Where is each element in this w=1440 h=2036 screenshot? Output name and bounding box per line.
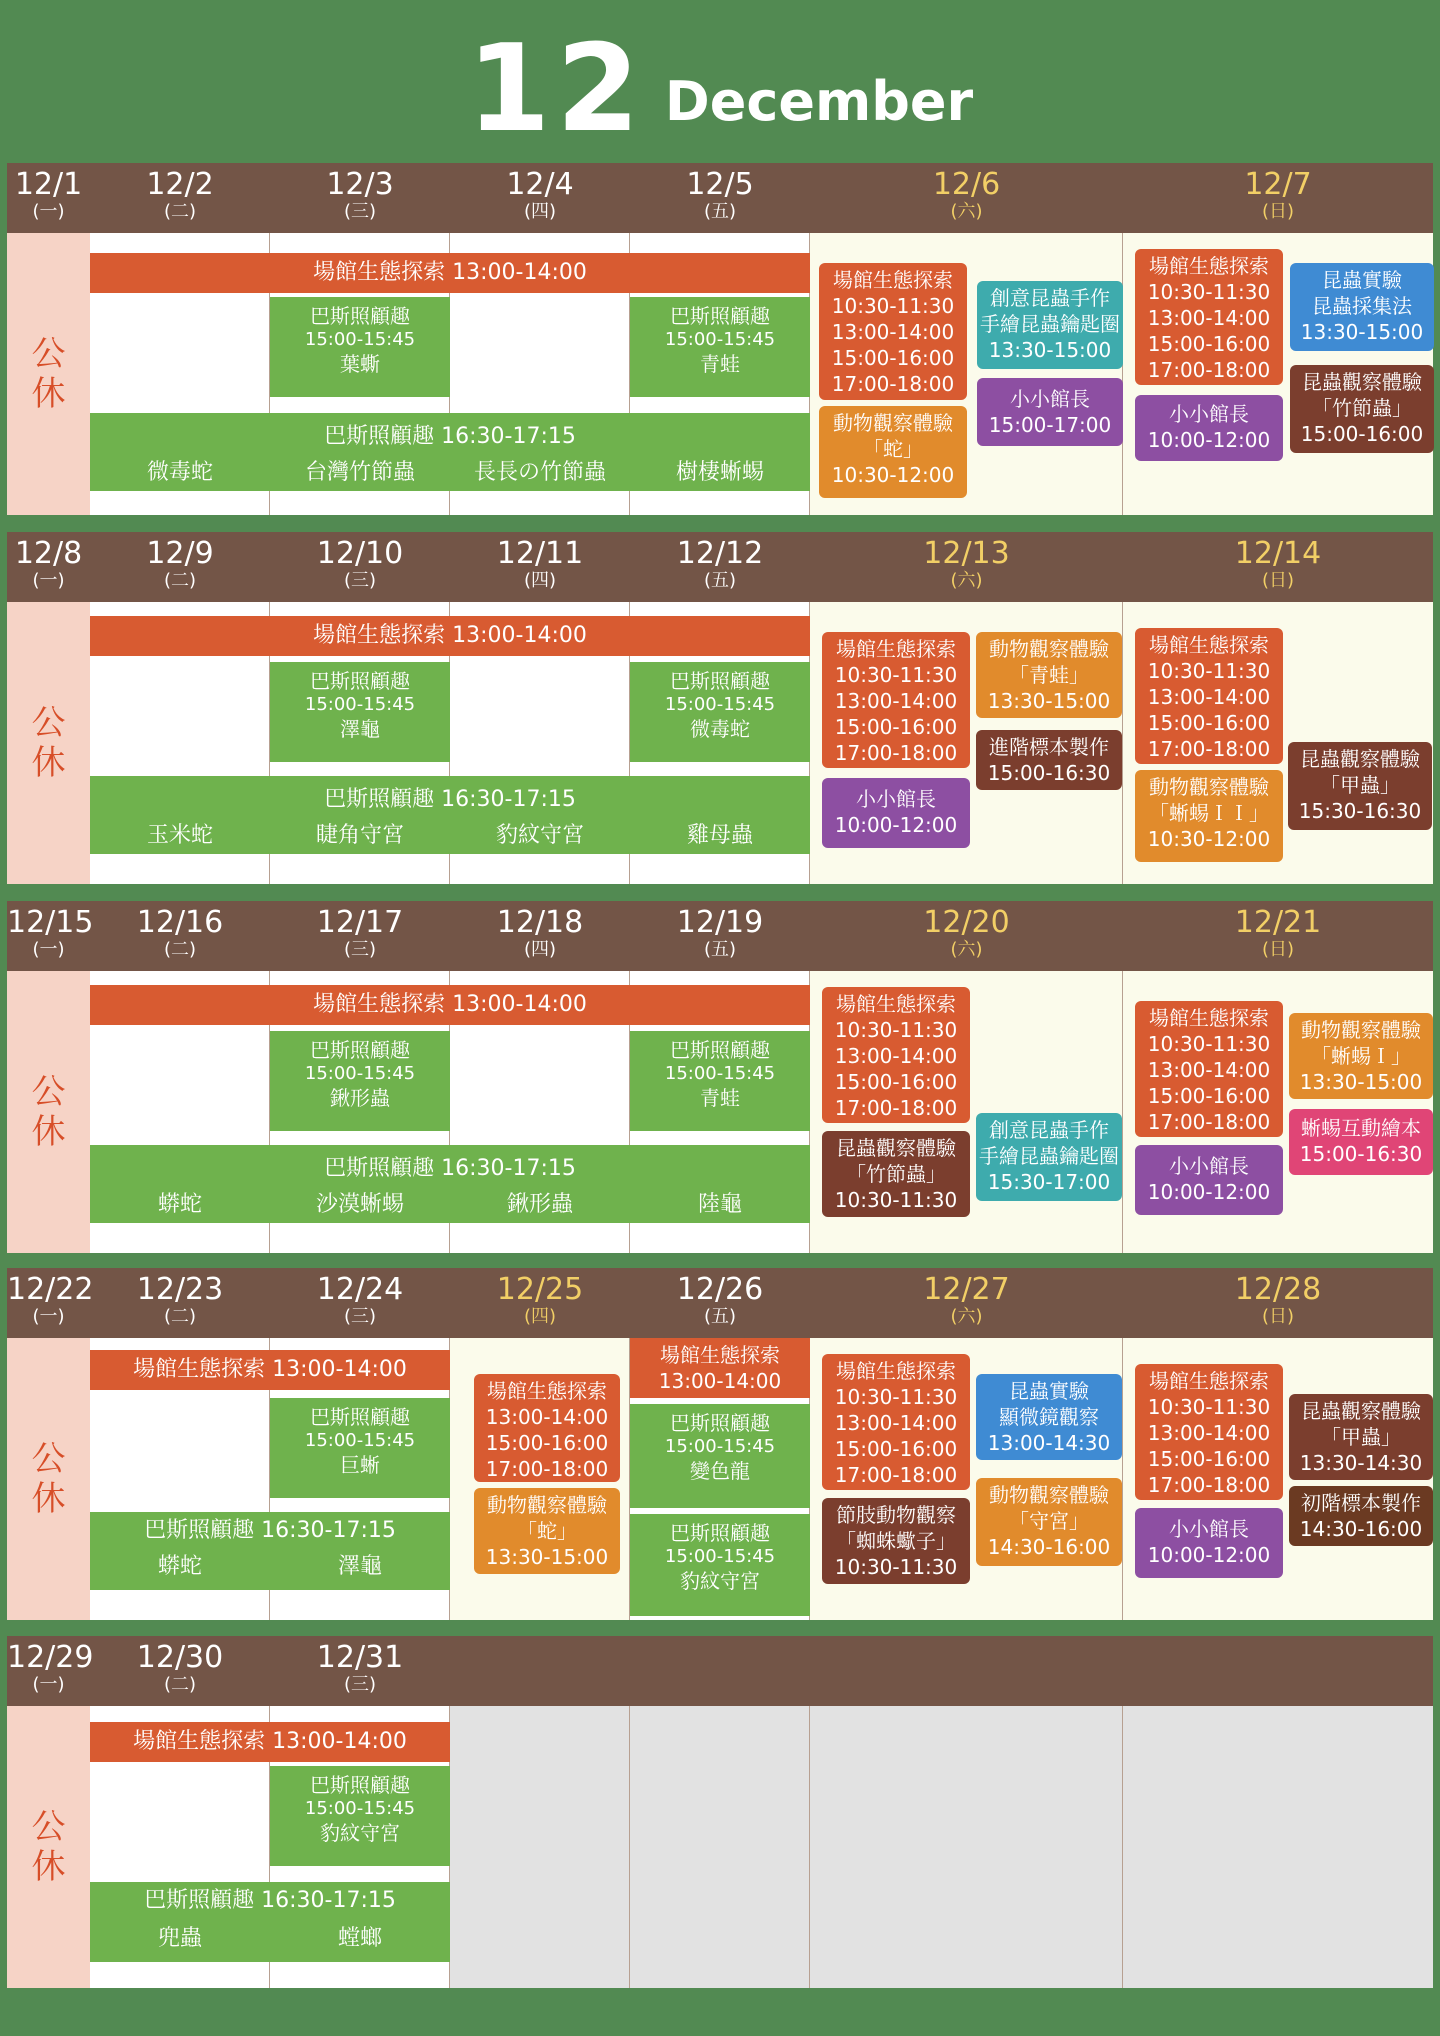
day-header: 12/10 (三)	[316, 536, 404, 591]
venue-event: 場館生態探索 10:30-11:30 13:00-14:00 15:00-16:00 17:00-18:00	[1135, 1001, 1283, 1137]
closed-label: 公 休	[7, 1338, 90, 1620]
calendar-title	[0, 20, 1440, 159]
day-header: 12/18 (四)	[496, 905, 584, 960]
bus-event: 巴斯照顧趣 15:00-15:45 鍬形蟲	[270, 1031, 450, 1131]
week-header	[7, 901, 1433, 971]
week-header	[7, 163, 1433, 233]
closed-label: 公 休	[7, 233, 90, 515]
venue-event: 場館生態探索 13:00-14:00	[90, 1722, 450, 1762]
bus-evening-event: 巴斯照顧趣 16:30-17:15 蟒蛇 沙漠蜥蜴 鍬形蟲 陸龜	[90, 1145, 810, 1223]
drawing-event: 蜥蜴互動繪本 15:00-16:30	[1289, 1109, 1433, 1175]
day-header: 12/9 (二)	[146, 536, 214, 591]
curator-event: 小小館長 10:00-12:00	[1135, 1508, 1283, 1578]
day-header: 12/7 (日)	[1244, 167, 1312, 222]
week-4	[7, 1268, 1433, 1620]
animal-event: 動物觀察體驗 「蛇」 10:30-12:00	[819, 406, 967, 498]
day-header: 12/12 (五)	[676, 536, 764, 591]
venue-event: 場館生態探索 13:00-14:00	[90, 1350, 450, 1390]
specimen-event: 進階標本製作 15:00-16:30	[976, 730, 1122, 790]
observation-event: 昆蟲觀察體驗 「甲蟲」 13:30-14:30	[1289, 1394, 1433, 1480]
closed-label: 公 休	[7, 971, 90, 1253]
experiment-event: 昆蟲實驗 昆蟲採集法 13:30-15:00	[1290, 263, 1434, 351]
week-body	[7, 1338, 1433, 1620]
curator-event: 小小館長 10:00-12:00	[1135, 395, 1283, 461]
closed-label: 公 休	[7, 1706, 90, 1988]
venue-event: 場館生態探索 10:30-11:30 13:00-14:00 15:00-16:00 17:00-18:00	[1135, 628, 1283, 764]
venue-event: 場館生態探索 10:30-11:30 13:00-14:00 15:00-16:00 17:00-18:00	[822, 1354, 970, 1490]
week-header	[7, 532, 1433, 602]
day-header: 12/4 (四)	[506, 167, 574, 222]
venue-event: 場館生態探索 10:30-11:30 13:00-14:00 15:00-16:00 17:00-18:00	[822, 632, 970, 768]
closed-label: 公 休	[7, 602, 90, 884]
bus-event: 巴斯照顧趣 15:00-15:45 巨蜥	[270, 1398, 450, 1498]
day-header: 12/27 (六)	[923, 1272, 1010, 1327]
bus-event: 巴斯照顧趣 15:00-15:45 豹紋守宮	[270, 1766, 450, 1866]
month-name: December	[664, 70, 974, 133]
curator-event: 小小館長 10:00-12:00	[1135, 1145, 1283, 1215]
animal-event: 動物觀察體驗 「守宮」 14:30-16:00	[976, 1478, 1122, 1566]
day-header: 12/22 (一)	[7, 1272, 94, 1327]
day-header: 12/16 (二)	[136, 905, 224, 960]
bus-event: 巴斯照顧趣 15:00-15:45 青蛙	[630, 297, 810, 397]
bus-evening-event: 巴斯照顧趣 16:30-17:15 玉米蛇 睫角守宮 豹紋守宮 雞母蟲	[90, 776, 810, 854]
day-header: 12/19 (五)	[676, 905, 764, 960]
week-body	[7, 233, 1433, 515]
week-1	[7, 163, 1433, 515]
day-header: 12/28 (日)	[1234, 1272, 1322, 1327]
bus-event: 巴斯照顧趣 15:00-15:45 葉蟖	[270, 297, 450, 397]
animal-event: 動物觀察體驗 「蜥蜴ＩＩ」 10:30-12:00	[1135, 770, 1283, 862]
week-body	[7, 602, 1433, 884]
venue-event: 場館生態探索 10:30-11:30 13:00-14:00 15:00-16:00 17:00-18:00	[1135, 1364, 1283, 1500]
day-header: 12/17 (三)	[316, 905, 404, 960]
week-5	[7, 1636, 1433, 1988]
bus-evening-event: 巴斯照顧趣 16:30-17:15 微毒蛇 台灣竹節蟲 長長の竹節蟲 樹棲蜥蜴	[90, 413, 810, 491]
craft-event: 創意昆蟲手作 手繪昆蟲鑰匙圈 15:30-17:00	[976, 1113, 1122, 1201]
observation-event: 昆蟲觀察體驗 「竹節蟲」 15:00-16:00	[1290, 365, 1434, 453]
observation-event: 昆蟲觀察體驗 「竹節蟲」 10:30-11:30	[822, 1131, 970, 1217]
specimen-event: 初階標本製作 14:30-16:00	[1289, 1486, 1433, 1546]
day-header: 12/13 (六)	[923, 536, 1010, 591]
week-2	[7, 532, 1433, 884]
venue-event: 場館生態探索 10:30-11:30 13:00-14:00 15:00-16:00 17:00-18:00	[1135, 249, 1283, 385]
venue-event: 場館生態探索 13:00-14:00	[90, 985, 810, 1025]
microscope-event: 昆蟲實驗 顯微鏡觀察 13:00-14:30	[976, 1374, 1122, 1460]
day-header: 12/6 (六)	[932, 167, 1001, 222]
day-header: 12/20 (六)	[923, 905, 1010, 960]
bus-event: 巴斯照顧趣 15:00-15:45 微毒蛇	[630, 662, 810, 762]
day-header: 12/1 (一)	[14, 167, 83, 222]
day-header: 12/25 (四)	[496, 1272, 584, 1327]
venue-event: 場館生態探索 13:00-14:00 15:00-16:00 17:00-18:00	[474, 1374, 620, 1482]
bus-event: 巴斯照顧趣 15:00-15:45 青蛙	[630, 1031, 810, 1131]
bus-evening-event: 巴斯照顧趣 16:30-17:15 兜蟲 螳螂	[90, 1882, 450, 1962]
animal-event: 動物觀察體驗 「青蛙」 13:30-15:00	[976, 632, 1122, 718]
day-header: 12/5 (五)	[686, 167, 754, 222]
week-3	[7, 901, 1433, 1253]
bus-evening-event: 巴斯照顧趣 16:30-17:15 蟒蛇 澤龜	[90, 1512, 450, 1590]
curator-event: 小小館長 10:00-12:00	[822, 778, 970, 848]
observation-event: 昆蟲觀察體驗 「甲蟲」 15:30-16:30	[1288, 742, 1432, 830]
animal-event: 動物觀察體驗 「蜥蜴Ｉ」 13:30-15:00	[1289, 1013, 1433, 1099]
month-number: 12	[466, 20, 646, 159]
venue-event: 場館生態探索 13:00-14:00	[90, 253, 810, 293]
bus-event: 巴斯照顧趣 15:00-15:45 豹紋守宮	[630, 1514, 810, 1616]
venue-event: 場館生態探索 10:30-11:30 13:00-14:00 15:00-16:00 17:00-18:00	[819, 263, 967, 400]
bus-event: 巴斯照顧趣 15:00-15:45 澤龜	[270, 662, 450, 762]
week-body	[7, 971, 1433, 1253]
day-header: 12/21 (日)	[1234, 905, 1322, 960]
day-header: 12/29 (一)	[7, 1640, 94, 1695]
bus-event: 巴斯照顧趣 15:00-15:45 變色龍	[630, 1404, 810, 1508]
animal-event: 動物觀察體驗 「蛇」 13:30-15:00	[474, 1488, 620, 1574]
week-header	[7, 1636, 1433, 1706]
venue-event: 場館生態探索 10:30-11:30 13:00-14:00 15:00-16:00 17:00-18:00	[822, 987, 970, 1123]
day-header: 12/11 (四)	[496, 536, 584, 591]
week-header	[7, 1268, 1433, 1338]
day-header: 12/24 (三)	[316, 1272, 404, 1327]
day-header: 12/15 (一)	[7, 905, 94, 960]
venue-event: 場館生態探索 13:00-14:00	[90, 616, 810, 656]
day-header: 12/23 (二)	[136, 1272, 224, 1327]
curator-event: 小小館長 15:00-17:00	[977, 378, 1123, 446]
day-header: 12/31 (三)	[316, 1640, 404, 1695]
day-header: 12/14 (日)	[1234, 536, 1322, 591]
day-header: 12/30 (二)	[136, 1640, 224, 1695]
venue-event: 場館生態探索 13:00-14:00	[630, 1338, 810, 1398]
arthropod-event: 節肢動物觀察 「蜘蛛蠍子」 10:30-11:30	[822, 1498, 970, 1584]
day-header: 12/26 (五)	[676, 1272, 764, 1327]
day-header: 12/2 (二)	[146, 167, 214, 222]
week-body	[7, 1706, 1433, 1988]
craft-event: 創意昆蟲手作 手繪昆蟲鑰匙圈 13:30-15:00	[977, 281, 1123, 369]
day-header: 12/3 (三)	[326, 167, 394, 222]
day-header: 12/8 (一)	[14, 536, 83, 591]
